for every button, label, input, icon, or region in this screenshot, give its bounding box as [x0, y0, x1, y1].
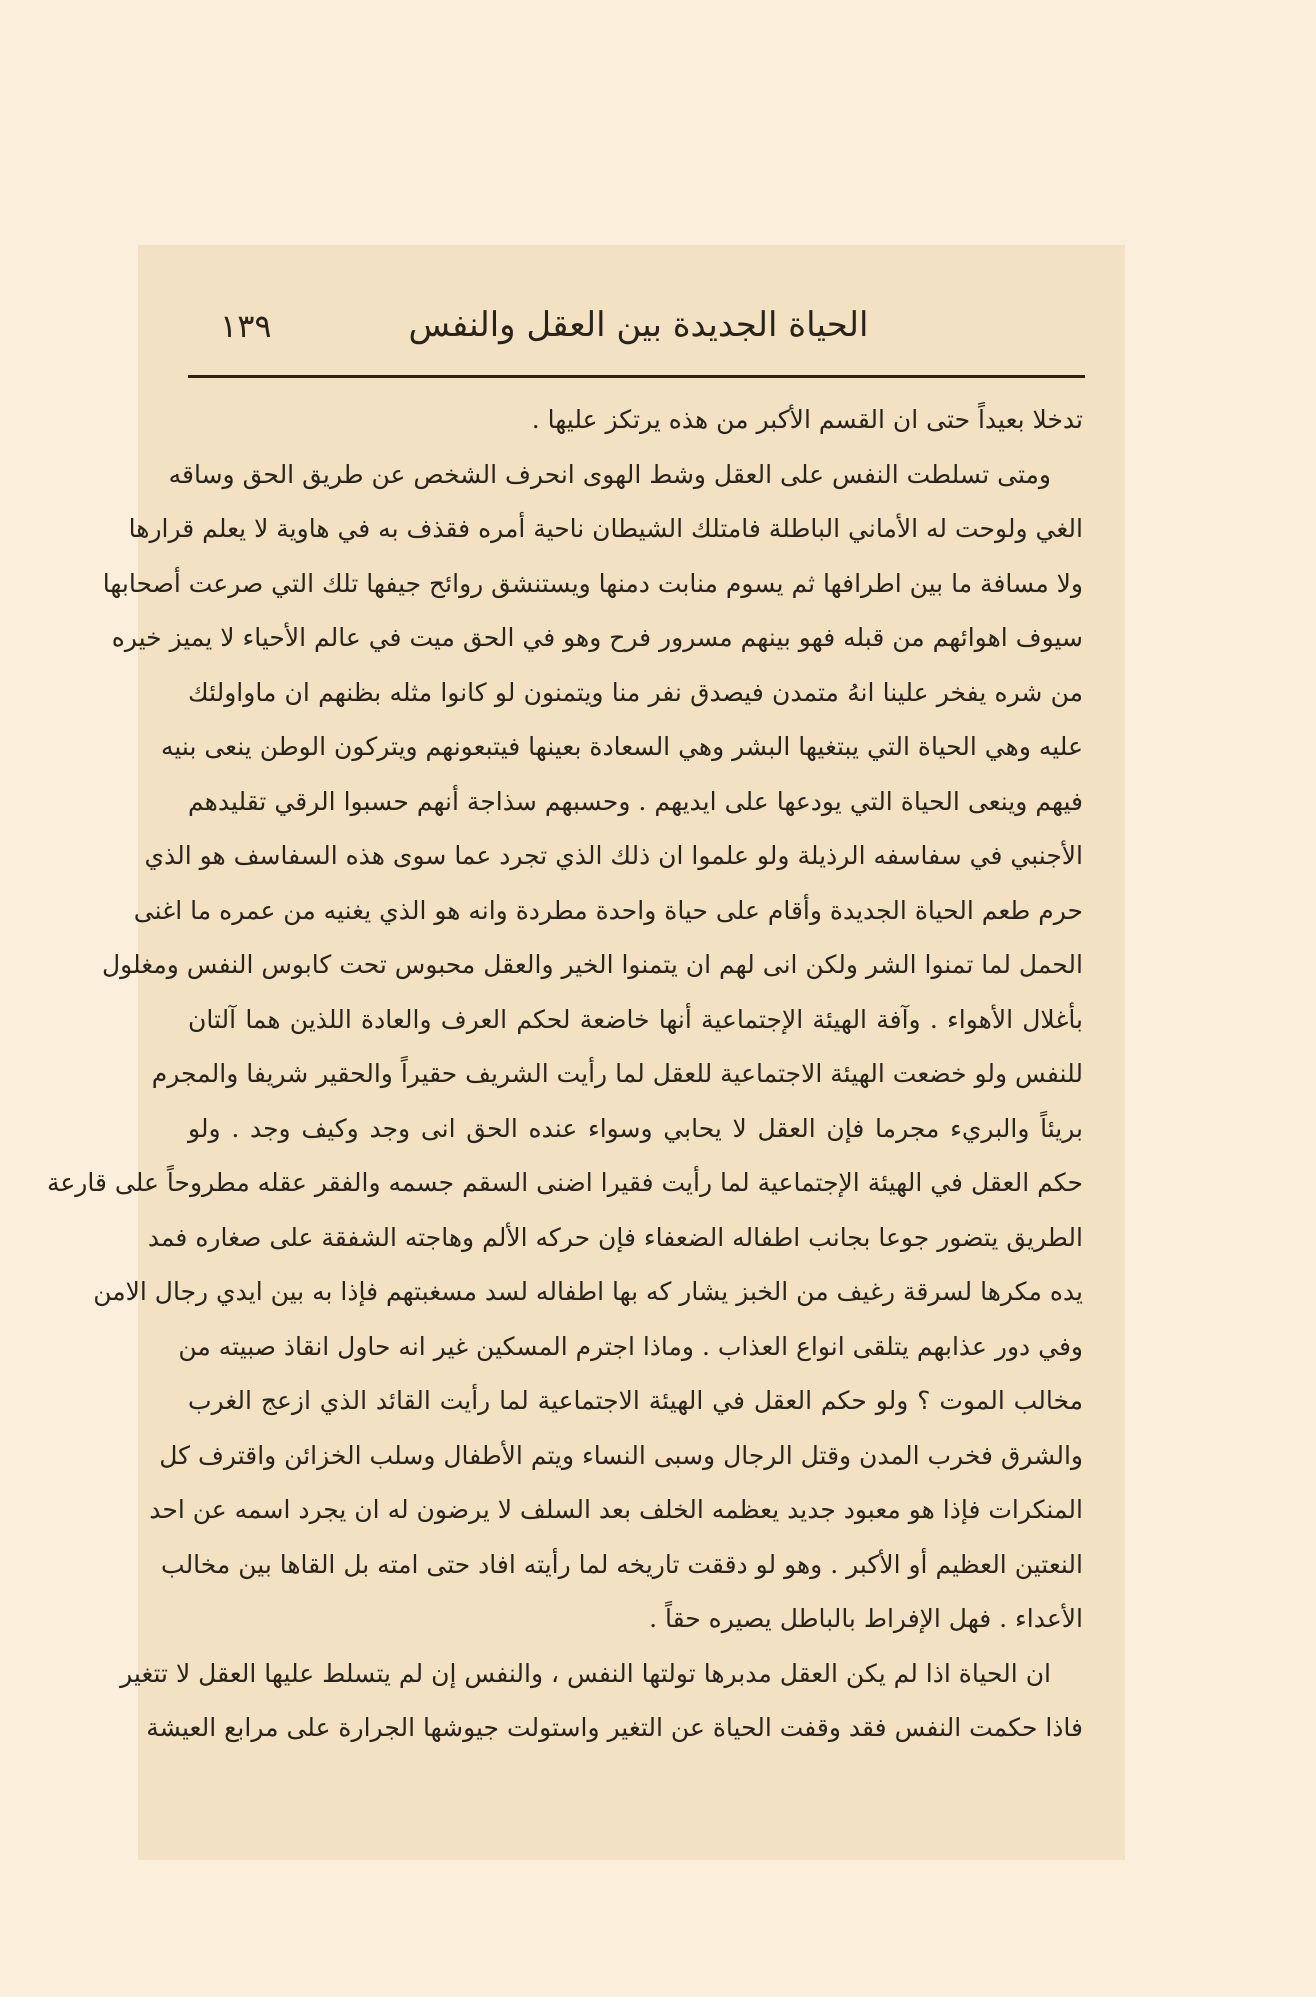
page-number: ١٣٩	[220, 307, 272, 345]
text-line: الطريق يتضور جوعا بجانب اطفاله الضعفاء فإن حركه الألم وهاجته الشفقة على صغاره فمد	[147, 1222, 1083, 1252]
text-line: الأجنبي في سفاسفه الرذيلة ولو علموا ان ذلك الذي تجرد عما سوى هذه السفاسف هو الذي	[144, 841, 1083, 870]
text-line: حرم طعم الحياة الجديدة وأقام على حياة واحدة مطردة وانه هو الذي يغنيه من عمره ما اغنى	[133, 895, 1083, 925]
text-line: عليه وهي الحياة التي يبتغيها البشر وهي السعادة بعينها فيتبعونهم ويتركون الوطن ينعى بنيه	[160, 732, 1083, 761]
text-line: الحمل لما تمنوا الشر ولكن انى لهم ان يتمنوا الخير والعقل محبوس تحت كابوس النفس ومغلول	[101, 950, 1083, 979]
text-line: للنفس ولو خضعت الهيئة الاجتماعية للعقل لما رأيت الشريف حقيراً والحقير شريفا والمجرم	[151, 1059, 1083, 1088]
text-line: المنكرات فإذا هو معبود جديد يعظمه الخلف بعد السلف لا يرضون له ان يجرد اسمه عن احد	[149, 1495, 1083, 1524]
text-line: وفي دور عذابهم يتلقى انواع العذاب . وماذا اجترم المسكين غير انه حاول انقاذ صبيته من	[178, 1331, 1083, 1361]
text-line: والشرق فخرب المدن وقتل الرجال وسبى النساء ويتم الأطفال وسلب الخزائن واقترف كل	[159, 1440, 1083, 1470]
text-line: من شره يفخر علينا انهُ متمدن فيصدق نفر منا ويتمنون لو كانوا مثله بظنهم ان ماواولئك	[188, 677, 1083, 707]
text-line: الغي ولوحت له الأماني الباطلة فامتلك الشيطان ناحية أمره فقذف به في هاوية لا يعلم قرارها	[128, 514, 1083, 543]
text-line: النعتين العظيم أو الأكبر . وهو لو دققت تاريخه لما رأيته افاد حتى امته بل القاها بين مخالب	[161, 1549, 1083, 1579]
text-line: ومتى تسلطت النفس على العقل وشط الهوى انحرف الشخص عن طريق الحق وساقه	[168, 459, 1051, 489]
text-line: بريئاً والبريء مجرما فإن العقل لا يحابي وسواء عنده الحق انى وجد وكيف وجد . ولو	[188, 1113, 1083, 1143]
text-line: حكم العقل في الهيئة الإجتماعية لما رأيت فقيرا اضنى السقم جسمه والفقر عقله مطروحاً على قارعة	[46, 1168, 1083, 1197]
text-line: مخالب الموت ؟ ولو حكم العقل في الهيئة الاجتماعية لما رأيت القائد الذي ازعج الغرب	[188, 1386, 1083, 1415]
header-rule	[188, 375, 1085, 378]
text-line: تدخلا بعيداً حتى ان القسم الأكبر من هذه يرتكز عليها .	[531, 405, 1083, 434]
text-line: ولا مسافة ما بين اطرافها ثم يسوم منابت دمنها ويستنشق روائح جيفها تلك التي صرعت أصحابها	[102, 568, 1083, 598]
text-line: بأغلال الأهواء . وآفة الهيئة الإجتماعية أنها خاضعة لحكم العرف والعادة اللذين هما آلتان	[188, 1004, 1083, 1034]
body-text	[46, 393, 1083, 1756]
running-head: الحياة الجديدة بين العقل والنفس	[408, 305, 869, 345]
scanned-page	[46, 245, 1125, 1860]
text-line: الأعداء . فهل الإفراط بالباطل يصيره حقاً .	[649, 1604, 1083, 1633]
text-line: فيهم وينعى الحياة التي يودعها على ايديهم . وحسبهم سذاجة أنهم حسبوا الرقي تقليدهم	[188, 786, 1083, 816]
text-line: يده مكرها لسرقة رغيف من الخبز يشار كه بها اطفاله لسد مسغبتهم فإذا به بين ايدي رجال الامن	[93, 1277, 1083, 1306]
text-line: ان الحياة اذا لم يكن العقل مدبرها تولتها النفس ، والنفس إن لم يتسلط عليها العقل لا تتغير	[120, 1658, 1051, 1688]
text-line: فاذا حكمت النفس فقد وقفت الحياة عن التغير واستولت جيوشها الجرارة على مرابع العيشة	[146, 1713, 1083, 1742]
text-line: سيوف اهوائهم من قبله فهو بينهم مسرور فرح وهو في الحق ميت في عالم الأحياء لا يميز خيره	[111, 623, 1083, 652]
page-header	[190, 305, 1087, 357]
